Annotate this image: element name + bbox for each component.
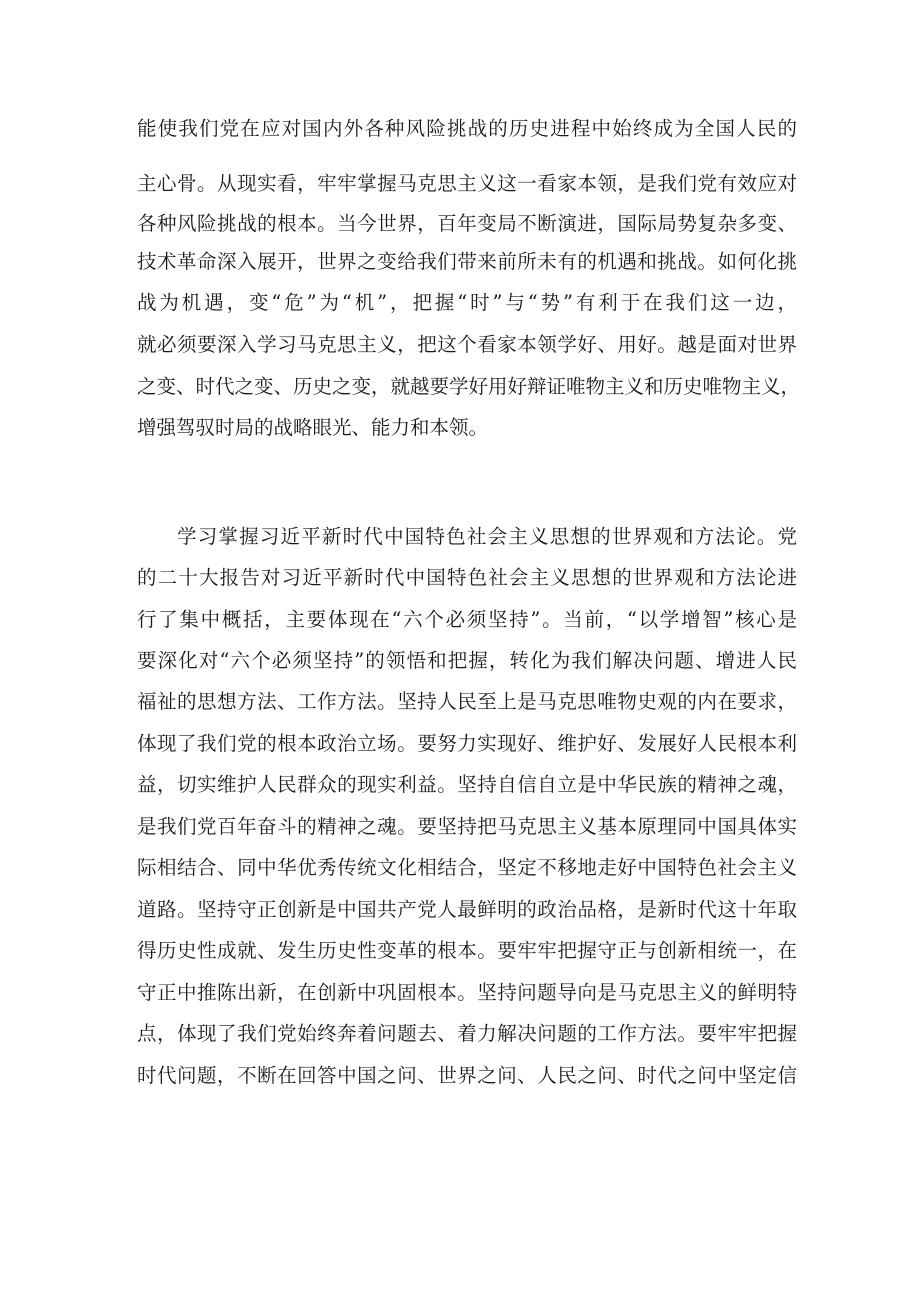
paragraph-line: 体现了我们党的根本政治立场。要努力实现好、维护好、发展好人民根本利 <box>137 732 797 755</box>
paragraph-line: 道路。坚持守正创新是中国共产党人最鲜明的政治品格，是新时代这十年取 <box>137 898 797 921</box>
paragraph-line: 各种风险挑战的根本。当今世界，百年变局不断演进，国际局势复杂多变、 <box>137 212 797 235</box>
paragraph-line: 战为机遇，变“危”为“机”，把握“时”与“势”有利于在我们这一边， <box>137 291 797 314</box>
paragraph-line: 的二十大报告对习近平新时代中国特色社会主义思想的世界观和方法论进 <box>137 566 797 589</box>
paragraph-line: 要深化对“六个必须坚持”的领悟和把握，转化为我们解决问题、增进人民 <box>137 649 797 672</box>
paragraph-line: 能使我们党在应对国内外各种风险挑战的历史进程中始终成为全国人民的 <box>137 117 797 140</box>
paragraph-line: 是我们党百年奋斗的精神之魂。要坚持把马克思主义基本原理同中国具体实 <box>137 815 797 838</box>
paragraph-line: 学习掌握习近平新时代中国特色社会主义思想的世界观和方法论。党 <box>177 525 797 548</box>
paragraph-line: 益，切实维护人民群众的现实利益。坚持自信自立是中华民族的精神之魂， <box>137 773 797 796</box>
paragraph-line: 增强驾驭时局的战略眼光、能力和本领。 <box>137 416 489 439</box>
paragraph-line: 时代问题，不断在回答中国之问、世界之问、人民之问、时代之问中坚定信 <box>137 1064 797 1087</box>
paragraph-line: 行了集中概括，主要体现在“六个必须坚持”。当前，“以学增智”核心是 <box>137 608 797 631</box>
paragraph-line: 守正中推陈出新，在创新中巩固根本。坚持问题导向是马克思主义的鲜明特 <box>137 981 797 1004</box>
paragraph-line: 就必须要深入学习马克思主义，把这个看家本领学好、用好。越是面对世界 <box>137 333 797 356</box>
paragraph-line: 之变、时代之变、历史之变，就越要学好用好辩证唯物主义和历史唯物主义， <box>137 375 801 398</box>
paragraph-line: 主心骨。从现实看，牢牢掌握马克思主义这一看家本领，是我们党有效应对 <box>137 172 797 195</box>
paragraph-line: 际相结合、同中华优秀传统文化相结合，坚定不移地走好中国特色社会主义 <box>137 856 797 879</box>
paragraph-line: 得历史性成就、发生历史性变革的根本。要牢牢把握守正与创新相统一，在 <box>137 939 797 962</box>
paragraph-line: 福祉的思想方法、工作方法。坚持人民至上是马克思唯物史观的内在要求， <box>137 690 797 713</box>
paragraph-line: 技术革命深入展开，世界之变给我们带来前所未有的机遇和挑战。如何化挑 <box>137 250 797 273</box>
paragraph-line: 点，体现了我们党始终奔着问题去、着力解决问题的工作方法。要牢牢把握 <box>137 1022 797 1045</box>
